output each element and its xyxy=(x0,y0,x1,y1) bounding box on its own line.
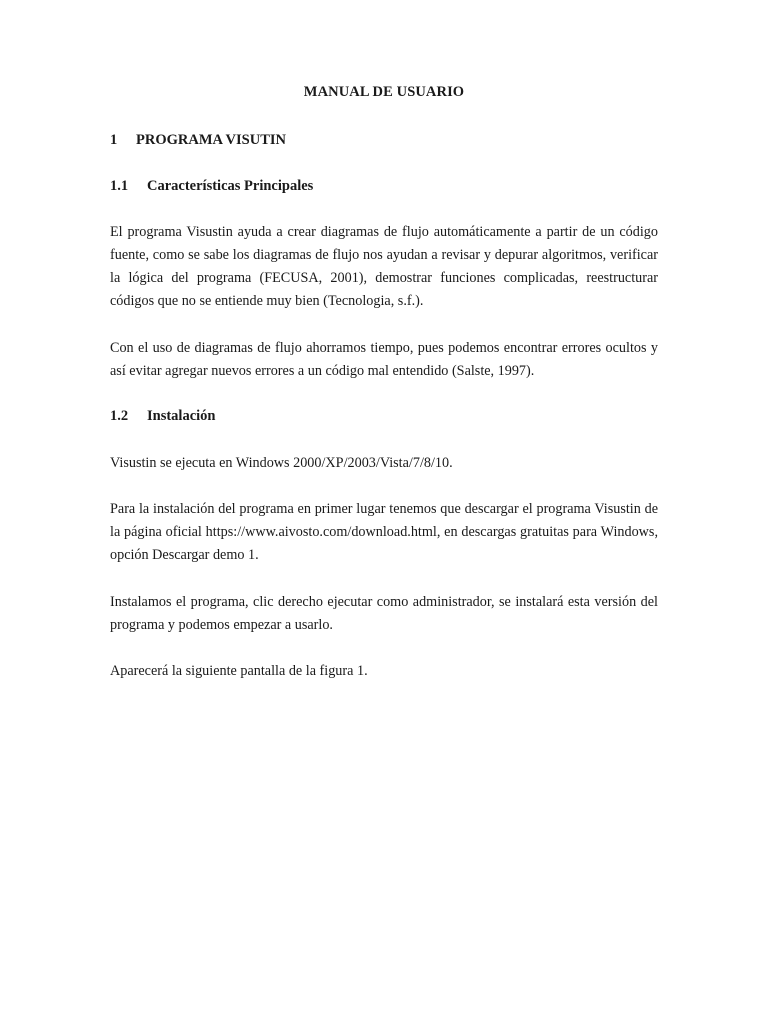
section-title: Características Principales xyxy=(147,178,314,194)
paragraph-install: Instalamos el programa, clic derecho ejecutar como administrador, se instalará esta versión del programa y podemos empezar a usarlo. xyxy=(110,594,658,633)
document-title: MANUAL DE USUARIO xyxy=(303,84,465,100)
paragraph-flowchart-benefits: Con el uso de diagramas de flujo ahorramos tiempo, pues podemos encontrar errores ocultos y así evitar agregar nuevos errores a un código mal entendido (Salste, 1997). xyxy=(110,340,658,379)
paragraph-download: Para la instalación del programa en primer lugar tenemos que descargar el programa Visustin de la página oficial https://www.aivosto.com/download.html, en descargas gratuitas para Windows, opción Descargar demo 1. xyxy=(110,501,658,563)
section-heading-1-1 xyxy=(110,178,313,195)
section-title: Instalación xyxy=(147,408,216,424)
section-title: PROGRAMA VISUTIN xyxy=(136,132,286,148)
paragraph-features: El programa Visustin ayuda a crear diagramas de flujo automáticamente a partir de un código fuente, como se sabe los diagramas de flujo nos ayudan a revisar y depurar algoritmos, verificar la lógica del programa (FECUSA, 2001), demostrar funciones complicadas, reestructurar códigos que no se entiende muy bien (Tecnologia, s.f.). xyxy=(110,224,658,309)
section-number: 1.2 xyxy=(110,408,129,424)
section-heading-1-2 xyxy=(110,408,216,425)
section-number: 1.1 xyxy=(110,178,129,194)
section-heading-1 xyxy=(110,132,286,149)
section-number: 1 xyxy=(110,132,118,148)
paragraph-figure-reference: Aparecerá la siguiente pantalla de la figura 1. xyxy=(110,663,368,679)
paragraph-requirements: Visustin se ejecuta en Windows 2000/XP/2003/Vista/7/8/10. xyxy=(110,455,453,471)
